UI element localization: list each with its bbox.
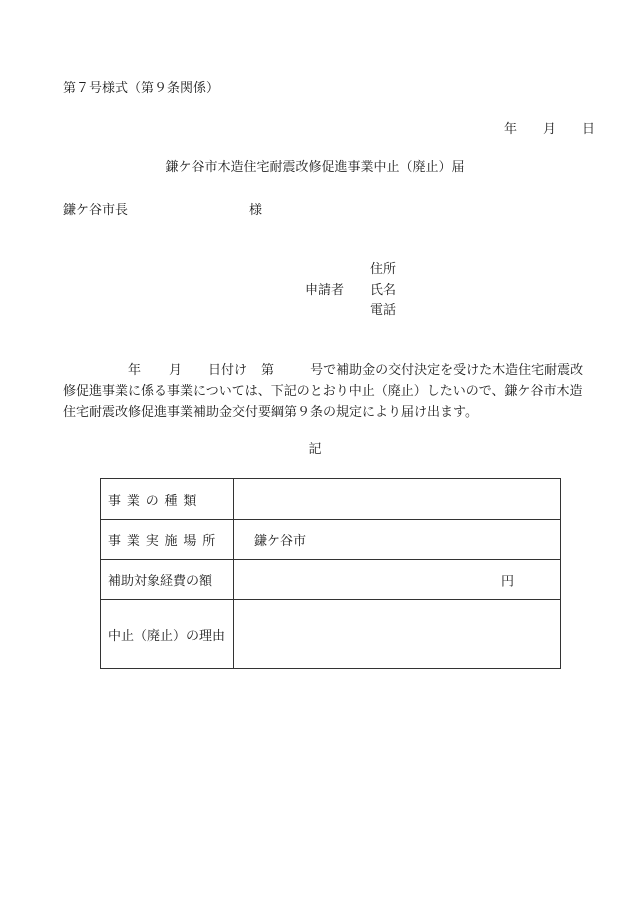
cancellation-reason-label: 中止（廃止）の理由 (101, 600, 234, 669)
table-row (101, 479, 561, 520)
table-row (101, 600, 561, 669)
subsidy-cost-field[interactable] (234, 560, 561, 600)
applicant-label: 申請者 (305, 283, 345, 298)
addressee-honorific: 様 (249, 203, 263, 218)
body-line-2: 修促進事業に係る事業については、下記のとおり中止（廃止）したいので、鎌ケ谷市木造 (63, 384, 583, 399)
subsidy-cost-label: 補助対象経費の額 (101, 560, 234, 600)
project-type-label: 事業の種類 (101, 479, 234, 520)
name-label: 氏名 (370, 283, 397, 298)
body-text (63, 360, 603, 423)
form-number: 第７号様式（第９条関係） (63, 81, 220, 96)
body-day-label: 日付け (208, 363, 248, 378)
table-row (101, 560, 561, 600)
date-year-label: 年 (504, 122, 518, 137)
yen-unit: 円 (500, 574, 514, 589)
body-number-prefix: 第 (261, 363, 275, 378)
record-table (100, 478, 561, 669)
document-title: 鎌ケ谷市木造住宅耐震改修促進事業中止（廃止）届 (165, 160, 465, 175)
body-line-3: 住宅耐震改修促進事業補助金交付要綱第９条の規定により届け出ます。 (63, 405, 478, 420)
body-month-label: 月 (169, 363, 183, 378)
addressee-name: 鎌ケ谷市長 (63, 203, 129, 218)
project-location-field[interactable] (234, 520, 561, 560)
project-location-value: 鎌ケ谷市 (254, 534, 307, 549)
phone-label: 電話 (370, 303, 397, 318)
date-line (504, 122, 595, 138)
body-line-1 (63, 360, 603, 381)
ki-heading: 記 (308, 442, 322, 457)
address-label: 住所 (370, 262, 397, 277)
body-line-1-rest: 号で補助金の交付決定を受けた木造住宅耐震改 (310, 363, 584, 378)
cancellation-reason-field[interactable] (234, 600, 561, 669)
table-row (101, 520, 561, 560)
date-month-label: 月 (543, 122, 557, 137)
addressee (63, 203, 263, 219)
project-type-field[interactable] (234, 479, 561, 520)
date-day-label: 日 (582, 122, 596, 137)
body-year-label: 年 (128, 363, 142, 378)
project-location-label: 事業実施場所 (101, 520, 234, 560)
